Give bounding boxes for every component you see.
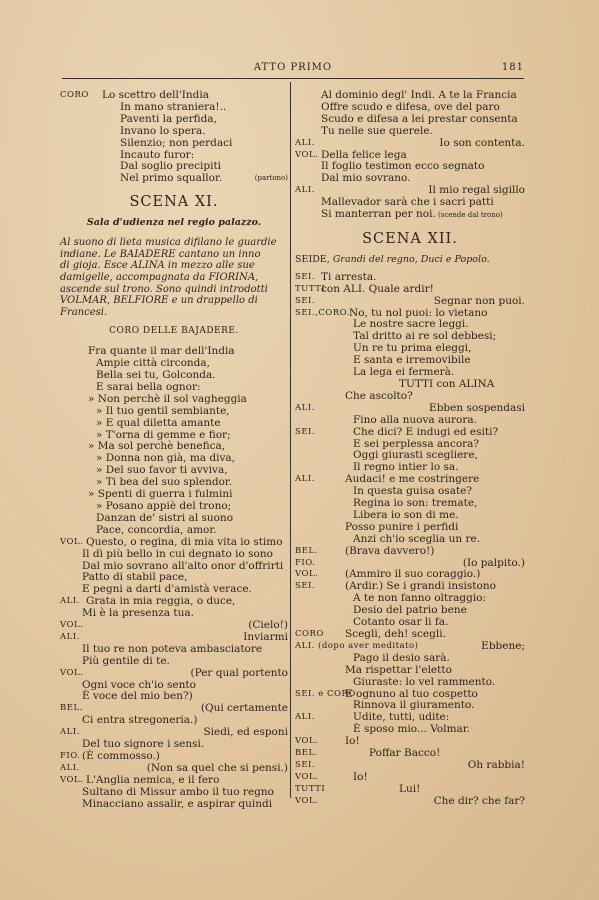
verse-line	[295, 403, 525, 415]
verse-text: » Ti bea del suo splendor.	[96, 476, 233, 489]
verse-text: » Del suo favor ti avviva,	[96, 464, 228, 477]
verse-text: Invano lo spera.	[120, 124, 206, 137]
verse-text: » Il tuo gentil sembiante,	[96, 404, 230, 417]
verse-text: No, tu nol puoi: lo vietano	[349, 306, 488, 319]
verse-line	[60, 799, 288, 811]
verse-text: Dal mio sovrano all'alto onor d'offrirti	[82, 559, 284, 572]
verse-text: » Spenti di guerra i fulmini	[88, 488, 233, 501]
verse-text: con ALI. Quale ardir!	[321, 282, 434, 295]
verse-line	[295, 796, 525, 808]
right-aligned-text: (partono)	[254, 174, 288, 183]
verse-text: » Ma sol perchè benefica,	[88, 440, 226, 453]
verse-text: Pago il desio sarà.	[353, 651, 450, 664]
verse-line	[60, 126, 288, 138]
verse-line	[60, 114, 288, 126]
verse-line	[295, 772, 525, 784]
verse-line	[295, 677, 525, 689]
verse-line	[60, 173, 288, 185]
stage-line: damigelle, accompagnata da FIORINA,	[60, 271, 259, 283]
scene-heading-xi: SCENA XI.	[129, 194, 219, 211]
verse-line	[60, 418, 288, 430]
verse-text: Il tuo re non poteva ambasciatore	[82, 642, 263, 655]
right-verses-1	[295, 90, 525, 222]
verse-text: Pace, concordia, amor.	[96, 523, 217, 536]
verse-text: Minacciano assalir, e aspirar quindi	[82, 797, 273, 810]
verse-text: Scudo e difesa a lei prestar consenta	[321, 112, 518, 125]
right-aligned-text: (Io palpito.)	[462, 556, 525, 569]
verse-line	[295, 760, 525, 772]
verse-line	[60, 138, 288, 150]
right-aligned-text: Ebbene;	[481, 639, 525, 652]
verse-text: Dal soglio precipiti	[120, 160, 222, 173]
speaker-label: ALI.	[60, 596, 80, 607]
speaker-label: ALI.	[295, 137, 315, 148]
speaker-label: SEI.	[295, 295, 316, 306]
verse-text: E ognuno al tuo cospetto	[345, 687, 478, 700]
verse-text: Lo scettro dell'India	[102, 89, 210, 101]
stage-line: Francesi.	[60, 306, 108, 318]
verse-text: Lui!	[399, 782, 421, 795]
speaker-label: BEL.	[295, 545, 318, 556]
verse-text: » E qual diletta amante	[96, 416, 221, 429]
speaker-label: SEI.	[295, 426, 316, 437]
speaker-label: VOL.	[60, 667, 84, 678]
right-aligned-text: Inviarmi	[243, 630, 288, 643]
verse-text: Cotanto osar li fa.	[353, 616, 449, 629]
verse-text: In mano straniera!..	[120, 100, 227, 113]
verse-text: Danzan de' sistri al suono	[96, 511, 234, 524]
verse-text: Offre scudo e difesa, ove del paro	[321, 100, 500, 113]
verse-text: » Donna non già, ma diva,	[96, 452, 235, 465]
right-aligned-text: (Cielo!)	[248, 619, 288, 632]
speaker-label: SEI.	[295, 759, 316, 770]
verse-text: Bella sei tu, Golconda.	[96, 369, 216, 382]
verse-line	[295, 272, 525, 284]
scene-heading-xii: SCENA XII.	[362, 230, 458, 247]
verse-line	[295, 534, 525, 546]
verse-line	[295, 546, 525, 558]
personae-lead: SEIDE,	[295, 253, 330, 265]
verse-line	[60, 394, 288, 406]
verse-text: Regina io son: tremate,	[353, 497, 478, 510]
verse-text: » T'orna di gemme e fior;	[96, 428, 231, 441]
verse-text: Grata in mia reggia, o duce,	[86, 595, 236, 608]
verse-text: Poffar Bacco!	[369, 747, 441, 760]
verse-text: Paventi la perfida,	[120, 112, 217, 125]
dramatis-personae	[295, 254, 525, 266]
speaker-label: VOL.	[295, 771, 319, 782]
verse-text: L'Anglia nemica, e il fero	[86, 773, 220, 786]
verse-text: Questo, o regina, di mia vita io stimo	[86, 535, 283, 548]
verse-text: È voce del mio ben?)	[82, 690, 193, 703]
verse-text: Anzi ch'io sceglia un re.	[353, 532, 481, 545]
chorus-heading: CORO DELLE BAJADERE.	[109, 326, 239, 337]
column-divider	[290, 82, 291, 798]
verse-text: (Ardir.) Se i grandi insistono	[345, 580, 496, 593]
header-rule	[62, 78, 524, 79]
verse-text: Silenzio; non perdaci	[120, 136, 233, 149]
speaker-label: ALI.	[295, 402, 315, 413]
stage-line: di gioja. Esce ALINA in mezzo alle sue	[60, 260, 255, 272]
verse-text: Patto di stabil pace,	[82, 571, 188, 584]
verse-text: (Ammiro il suo coraggio.)	[345, 568, 481, 581]
right-aligned-text: Ebben sospendasi	[429, 401, 525, 414]
right-aligned-text: (Per qual portento	[190, 666, 288, 679]
verse-text: Sultano di Missur ambo il tuo regno	[82, 785, 274, 798]
verse-text: Si manterran per noi. (scende dal trono)	[321, 208, 503, 221]
right-aligned-text: (Non sa quel che si pensi.)	[146, 761, 288, 774]
right-aligned-text: Io son contenta.	[439, 136, 525, 149]
running-header	[62, 62, 524, 76]
verse-line	[295, 427, 525, 439]
speaker-label: VOL.	[60, 536, 84, 547]
verse-text: La lega ei fermerà.	[353, 366, 455, 379]
verse-text: Al dominio degl' Indi. A te la Francia	[321, 89, 517, 101]
verse-text: Giuraste: lo vel rammento.	[353, 675, 496, 688]
verse-text: Il regno intier lo sa.	[353, 461, 459, 474]
speaker-label: VOL.	[60, 620, 84, 631]
speaker-label: ALI.	[60, 762, 80, 773]
verse-text: Ci entra stregoneria.)	[82, 714, 198, 727]
verse-line	[60, 644, 288, 656]
speaker-label: ALI.	[60, 631, 80, 642]
verse-line	[60, 537, 288, 549]
verse-text: Dal mio sovrano.	[321, 172, 411, 185]
speaker-label: SEI.	[295, 271, 316, 282]
verse-text: » Posano appiè del trono;	[96, 500, 232, 512]
left-column	[60, 90, 288, 810]
speaker-label: FIO.	[295, 557, 316, 568]
stage-line: VOLMAR, BELFIORE e un drappello di	[60, 295, 258, 307]
verse-line	[60, 525, 288, 537]
verse-text: E sei perplessa ancora?	[353, 437, 480, 450]
stage-line: ascende sul trono. Sono quindi introdotti	[60, 283, 268, 295]
verse-text: Che ascolto?	[345, 389, 413, 402]
verse-text: Scegli, deh! scegli.	[345, 627, 446, 640]
stage-direction	[60, 237, 288, 318]
verse-text: Posso punire i perfidi	[345, 520, 459, 533]
speaker-label: FIO.	[60, 750, 81, 761]
verse-text: Io!	[353, 770, 368, 783]
right-aligned-text: Segnar non puoi.	[433, 294, 525, 307]
speaker-label: SEI. e CORO	[295, 688, 356, 699]
verse-text: Le nostre sacre leggi.	[353, 318, 469, 331]
speaker-label: SEI.,CORO.	[295, 307, 350, 318]
speaker-label: VOL.	[295, 795, 319, 806]
verse-text: Il dì più bello in cui degnato io sono	[82, 547, 273, 560]
verse-line	[295, 284, 525, 296]
verse-text: In questa guisa osate?	[353, 485, 473, 498]
verse-text: Del tuo signore i sensi.	[82, 738, 205, 751]
verse-line	[60, 763, 288, 775]
verse-line	[60, 656, 288, 668]
verse-text: A te non fanno oltraggio:	[353, 592, 487, 605]
verse-line	[295, 415, 525, 427]
verse-text: Ampie città circonda,	[96, 357, 210, 370]
verse-text: Rinnova il giuramento.	[353, 699, 475, 712]
speaker-label: VOL.	[295, 736, 319, 747]
speaker-label: BEL.	[295, 748, 318, 759]
verse-text: Libera io son di me.	[353, 508, 459, 521]
verse-text: Fino alla nuova aurora.	[353, 413, 477, 426]
verse-line	[60, 406, 288, 418]
verse-text: E pegni a darti d'amistà verace.	[82, 583, 252, 596]
verse-text: Udite, tutti, udite:	[353, 711, 450, 724]
left-verses-2	[60, 346, 288, 810]
verse-text: E sarai bella ognor:	[96, 380, 201, 393]
verse-text: Mallevador sarà che i sacri patti	[321, 196, 494, 209]
verse-text: Ogni voce ch'io sento	[82, 678, 196, 691]
verse-text: Che dici? E indugi ed esiti?	[353, 425, 499, 438]
speaker-label: ALI.	[295, 712, 315, 723]
speaker-label: SEI.	[295, 581, 316, 592]
verse-text: E santa e irremovibile	[353, 354, 471, 367]
verse-text: Ma rispettar l'eletto	[345, 663, 452, 676]
scene-setting: Sala d'udienza nel regio palazzo.	[86, 217, 262, 229]
verse-text: (Brava davvero!)	[345, 544, 435, 557]
verse-line	[295, 641, 525, 653]
verse-text: Mi è la presenza tua.	[82, 607, 194, 620]
verse-text: Fra quante il mar dell'India	[88, 345, 235, 358]
verse-line	[295, 522, 525, 534]
verse-text: Audaci! e me costringere	[345, 473, 480, 486]
speaker-label: CORO	[295, 628, 324, 639]
speaker-label: VOL.	[60, 774, 84, 785]
stage-line: indiane. Le BAIADERE cantano un inno	[60, 248, 261, 260]
verse-text: Ti arresta.	[321, 270, 377, 283]
right-aligned-text: Siedi, ed esponi	[203, 726, 288, 739]
verse-text: Un re tu prima eleggi,	[353, 342, 472, 355]
left-verses-1	[60, 90, 288, 185]
right-aligned-text: Il mio regal sigillo	[428, 184, 525, 197]
personae-rest: Grandi del regno, Duci e Popolo.	[332, 253, 490, 265]
verse-text: Il foglio testimon ecco segnato	[321, 160, 485, 173]
speaker-label: CORO	[60, 90, 89, 100]
verse-text: Nel primo squallor.	[120, 172, 223, 185]
speaker-label: TUTTI	[295, 783, 326, 794]
right-aligned-text: (Qui certamente	[200, 702, 288, 715]
speaker-label: VOL.	[295, 569, 319, 580]
verse-line	[295, 724, 525, 736]
speaker-label: BEL.	[60, 703, 83, 714]
verse-text: Della felice lega	[321, 148, 407, 161]
verse-text: Tal dritto ai re sol debbesi;	[353, 330, 497, 343]
page-number: 181	[501, 62, 524, 73]
verse-line	[295, 665, 525, 677]
speaker-label: ALI. (dopo aver meditato)	[295, 640, 419, 651]
verse-text: Oggi giurasti scegliere,	[353, 449, 478, 462]
verse-line	[295, 138, 525, 150]
act-title: ATTO PRIMO	[253, 62, 333, 73]
verse-line	[295, 209, 525, 222]
verse-line	[60, 668, 288, 680]
verse-text: TUTTI con ALINA	[399, 377, 495, 390]
verse-line	[295, 114, 525, 126]
speaker-label: ALI.	[295, 474, 315, 485]
verse-line	[60, 775, 288, 787]
verse-text: (È commosso.)	[82, 749, 160, 762]
speaker-label: ALI.	[295, 185, 315, 196]
verse-text: Io!	[345, 735, 360, 748]
verse-text: Desio del patrio bene	[353, 604, 467, 617]
right-column	[295, 90, 525, 808]
verse-line	[295, 391, 525, 403]
verse-text: Incauto furor:	[120, 148, 195, 161]
speaker-label: ALI.	[60, 727, 80, 738]
right-aligned-text: Che dir? che far?	[433, 794, 525, 807]
stage-note: (scende dal trono)	[435, 211, 503, 220]
right-verses-2	[295, 272, 525, 808]
verse-text: Tu nelle sue querele.	[321, 124, 433, 137]
speaker-label: TUTTI	[295, 283, 326, 294]
verse-line	[295, 784, 525, 796]
verse-line	[295, 296, 525, 308]
verse-line	[295, 126, 525, 138]
speaker-label: VOL.	[295, 149, 319, 160]
stage-line: Al suono di lieta musica difilano le guardie	[60, 237, 277, 249]
right-aligned-text: Oh rabbia!	[467, 758, 525, 771]
verse-text: È sposo mio... Volmar.	[353, 723, 471, 736]
verse-line	[60, 787, 288, 799]
verse-text: » Non perchè il sol vagheggia	[88, 392, 247, 405]
verse-text: Più gentile di te.	[82, 654, 170, 667]
verse-line	[60, 549, 288, 561]
verse-line	[295, 653, 525, 665]
